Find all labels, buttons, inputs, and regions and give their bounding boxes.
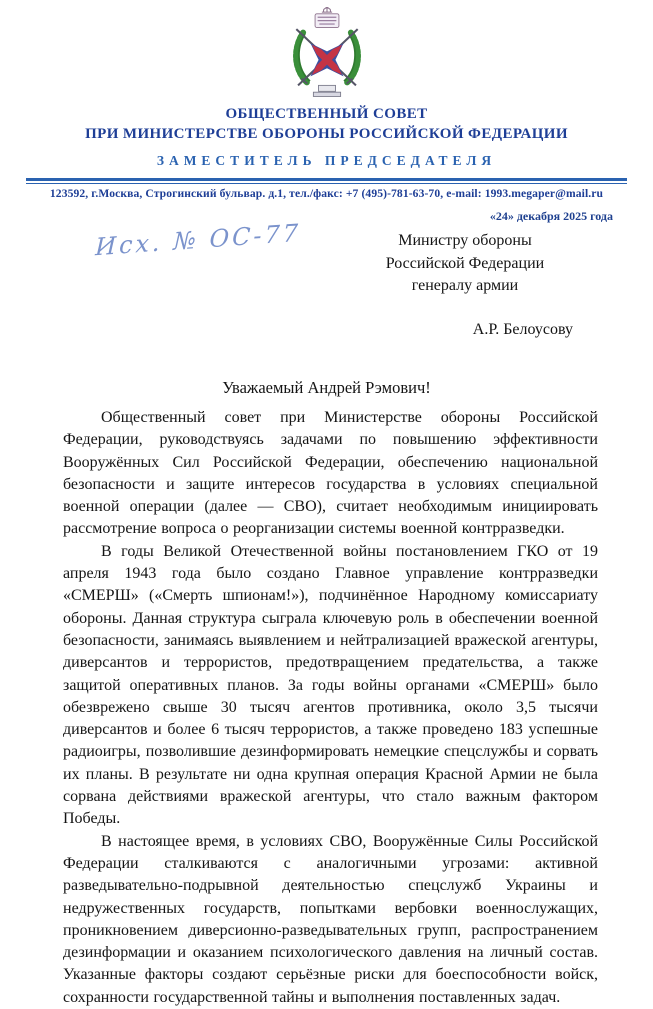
letterhead-divider <box>26 178 627 184</box>
body-paragraph: В годы Великой Отечественной войны постановлением ГКО от 19 апреля 1943 года было создано Главное управление контрразведки «СМЕРШ» («Смерть шпионам!»), подчинённое Народному комиссариату обороны. Данная структура сыграла ключевую роль в обеспечении военной безопасности, занимаясь выявлением и нейтрализацией вражеской агентуры, диверсантов и террористов, предотвращением предательства, а также защитой оперативных планов. За годы войны органами «СМЕРШ» было обезврежено свыше 30 тысяч агентов противника, около 3,5 тысячи диверсантов и более 6 тысяч террористов, а также проведено 183 успешные радиоигры, позволившие дезинформировать немецкие спецслужбы и сорвать их планы. В результате ни одна крупная операция Красной Армии не была сорвана действиями вражеской агентуры, что стало важным фактором Победы. <box>63 542 598 828</box>
recipient-name: А.Р. Белоусову <box>472 320 573 338</box>
sender-position-title: ЗАМЕСТИТЕЛЬ ПРЕДСЕДАТЕЛЯ <box>156 153 497 168</box>
org-name-line2: ПРИ МИНИСТЕРСТВЕ ОБОРОНЫ РОССИЙСКОЙ ФЕДЕРАЦИИ <box>85 126 568 142</box>
recipient-line: Российской Федерации <box>385 254 545 272</box>
letterhead-emblem <box>0 0 653 99</box>
letter-date: «24» декабря 2025 года <box>489 209 613 223</box>
recipient-line: генералу армии <box>411 277 519 294</box>
ministry-of-defense-crest-icon <box>284 7 370 99</box>
recipient-block <box>355 230 575 341</box>
handwritten-outgoing-number: Исх. № ОС-77 <box>94 218 302 262</box>
salutation: Уважаемый Андрей Рэмович! <box>222 378 431 397</box>
body-paragraph: В настоящее время, в условиях СВО, Вооружённые Силы Российской Федерации сталкиваются с аналогичными угрозами: активной разведывательно-подрывной деятельностью спецслужб Украины и недружественных государств, попытками вербовки военнослужащих, проникновением диверсионно-разведывательных групп, распространением дезинформации и оказанием психологического давления на личный состав. Указанные факторы создают серьёзные риски для боеспособности войск, сохранности государственной тайны и выполнения поставленных задач. <box>63 832 598 1006</box>
letterhead-org-block <box>0 104 653 144</box>
letter-body <box>63 407 598 1009</box>
body-paragraph: Общественный совет при Министерстве обороны Российской Федерации, руководствуясь задачами по повышению эффективности Вооружённых Сил Российской Федерации, обеспечению национальной безопасности и защите интересов государства в условиях специальной военной операции (далее — СВО), считает необходимым инициировать рассмотрение вопроса о реорганизации системы военной контрразведки. <box>63 409 598 538</box>
letterhead-contact-line: 123592, г.Москва, Строгинский бульвар. д.1, тел./факс: +7 (495)-781-63-70, e-mail: 1993.megaper@mail.ru <box>49 187 604 200</box>
recipient-line: Министру обороны <box>398 232 532 249</box>
org-name-line1: ОБЩЕСТВЕННЫЙ СОВЕТ <box>225 106 428 122</box>
